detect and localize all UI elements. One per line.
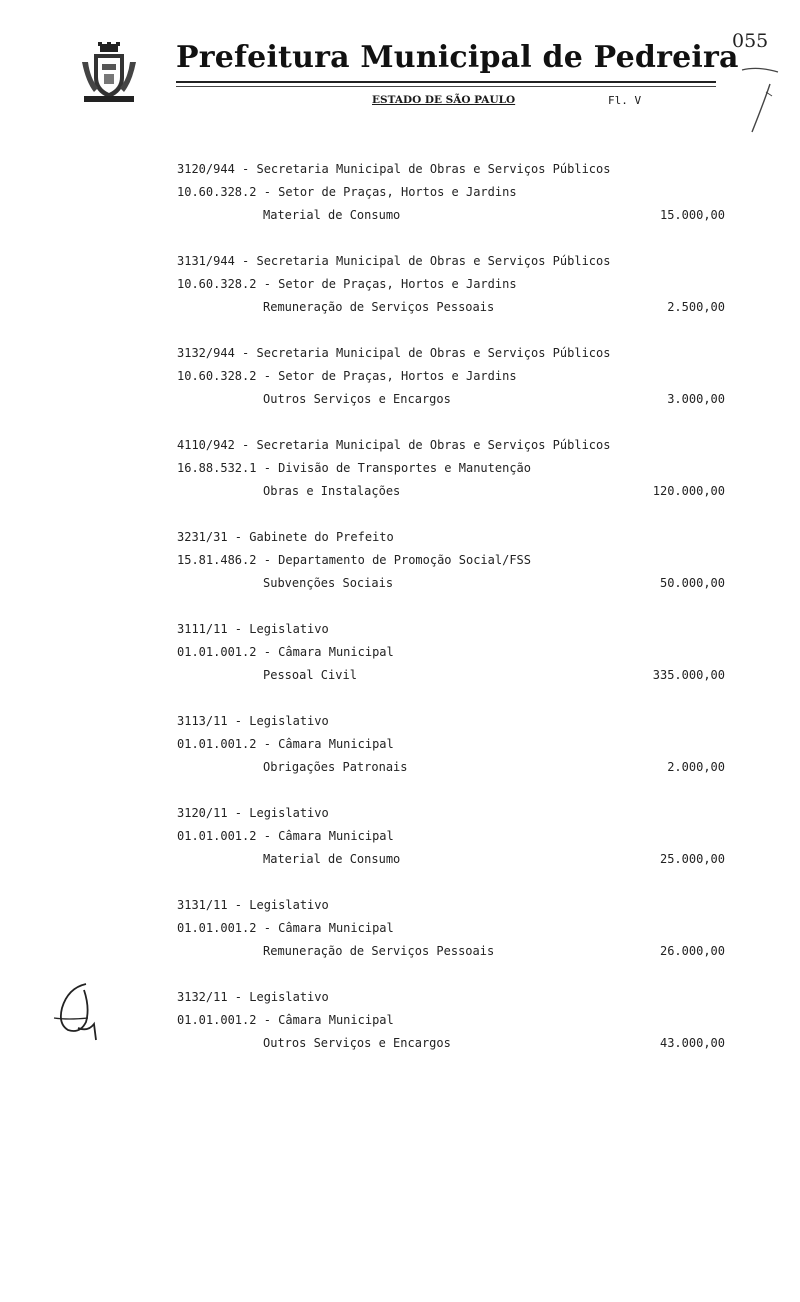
item-row	[177, 572, 725, 595]
budget-entry	[177, 250, 725, 342]
program-line: 01.01.001.2 - Câmara Municipal	[177, 921, 394, 935]
item-amount: 335.000,00	[652, 668, 725, 682]
page-stamp-number: 055	[732, 30, 769, 52]
item-description: Pessoal Civil	[263, 668, 357, 682]
account-line: 3131/11 - Legislativo	[177, 898, 329, 912]
state-label: ESTADO DE SÃO PAULO	[372, 94, 516, 106]
program-line: 01.01.001.2 - Câmara Municipal	[177, 1013, 394, 1027]
item-row	[177, 664, 725, 687]
item-description: Obrigações Patronais	[263, 760, 408, 774]
account-line: 3132/11 - Legislativo	[177, 990, 329, 1004]
item-amount: 50.000,00	[659, 576, 725, 590]
item-row	[177, 940, 725, 963]
account-line: 3111/11 - Legislativo	[177, 622, 329, 636]
program-line: 10.60.328.2 - Setor de Praças, Hortos e Jardins	[177, 185, 517, 199]
account-line: 3120/944 - Secretaria Municipal de Obras e Serviços Públicos	[177, 162, 611, 176]
page-title: Prefeitura Municipal de Pedreira	[176, 40, 739, 75]
budget-entry	[177, 158, 725, 250]
item-row	[177, 756, 725, 779]
folio-label: Fl. V	[608, 94, 642, 107]
account-line: 3231/31 - Gabinete do Prefeito	[177, 530, 394, 544]
item-row	[177, 1032, 725, 1055]
account-line: 4110/942 - Secretaria Municipal de Obras e Serviços Públicos	[177, 438, 611, 452]
account-line: 3132/944 - Secretaria Municipal de Obras e Serviços Públicos	[177, 346, 611, 360]
budget-entry	[177, 342, 725, 434]
program-line: 10.60.328.2 - Setor de Praças, Hortos e Jardins	[177, 277, 517, 291]
program-line: 10.60.328.2 - Setor de Praças, Hortos e Jardins	[177, 369, 517, 383]
item-amount: 2.500,00	[667, 300, 725, 314]
item-description: Subvenções Sociais	[263, 576, 394, 590]
item-description: Outros Serviços e Encargos	[263, 1036, 451, 1050]
program-line: 01.01.001.2 - Câmara Municipal	[177, 737, 394, 751]
handwritten-initials	[48, 978, 108, 1044]
budget-entry	[177, 710, 725, 802]
item-amount: 15.000,00	[659, 208, 725, 222]
budget-entry	[177, 802, 725, 894]
item-row	[177, 388, 725, 411]
item-description: Remuneração de Serviços Pessoais	[263, 300, 495, 314]
item-amount: 3.000,00	[667, 392, 725, 406]
item-row	[177, 480, 725, 503]
item-description: Remuneração de Serviços Pessoais	[263, 944, 495, 958]
header-rule	[176, 81, 716, 83]
program-line: 15.81.486.2 - Departamento de Promoção Social/FSS	[177, 553, 532, 567]
item-row	[177, 848, 725, 871]
item-description: Material de Consumo	[263, 852, 401, 866]
handwritten-mark	[738, 62, 788, 142]
municipal-crest-icon	[80, 42, 138, 104]
budget-entry	[177, 434, 725, 526]
budget-entries	[177, 158, 725, 1078]
budget-entry	[177, 618, 725, 710]
header-rule-thin	[176, 86, 716, 87]
account-line: 3131/944 - Secretaria Municipal de Obras e Serviços Públicos	[177, 254, 611, 268]
item-amount: 26.000,00	[659, 944, 725, 958]
program-line: 16.88.532.1 - Divisão de Transportes e Manutenção	[177, 461, 532, 475]
budget-entry	[177, 986, 725, 1078]
item-description: Material de Consumo	[263, 208, 401, 222]
program-line: 01.01.001.2 - Câmara Municipal	[177, 829, 394, 843]
item-amount: 25.000,00	[659, 852, 725, 866]
program-line: 01.01.001.2 - Câmara Municipal	[177, 645, 394, 659]
account-line: 3113/11 - Legislativo	[177, 714, 329, 728]
budget-entry	[177, 526, 725, 618]
item-row	[177, 296, 725, 319]
item-amount: 120.000,00	[652, 484, 725, 498]
item-amount: 43.000,00	[659, 1036, 725, 1050]
item-amount: 2.000,00	[667, 760, 725, 774]
item-row	[177, 204, 725, 227]
account-line: 3120/11 - Legislativo	[177, 806, 329, 820]
item-description: Obras e Instalações	[263, 484, 401, 498]
item-description: Outros Serviços e Encargos	[263, 392, 451, 406]
budget-entry	[177, 894, 725, 986]
